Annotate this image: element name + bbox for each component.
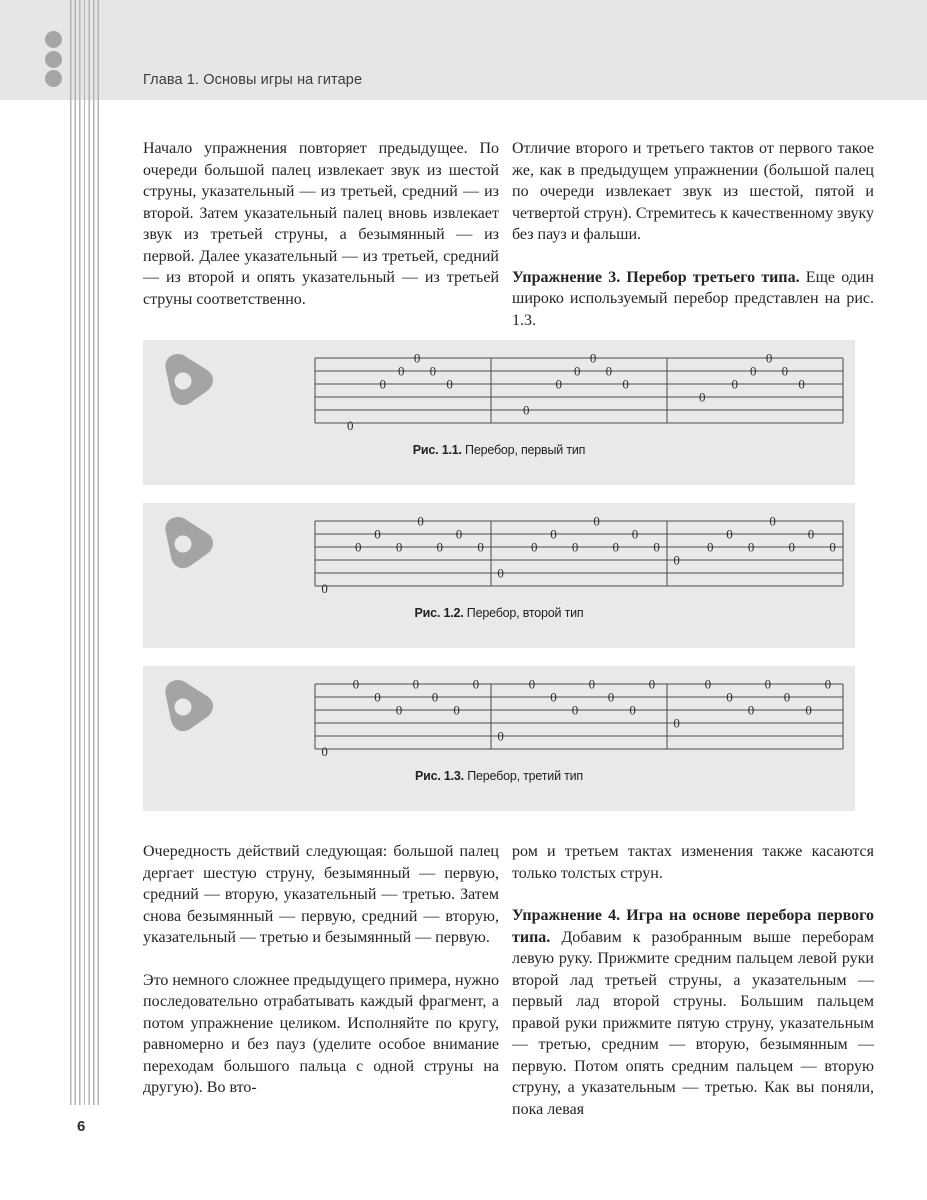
tab-note-open-string: 0 <box>726 689 733 705</box>
guitar-pick-icon <box>165 680 213 731</box>
figure-caption-text: Перебор, первый тип <box>461 443 586 457</box>
margin-stripes-decoration <box>70 0 100 1105</box>
guitar-pick-icon <box>165 517 213 568</box>
paragraph: Это немного сложнее предыдущего примера, нужно последовательно отрабатывать каждый фрагмент, а потом упражнение целиком. Исполняйте по кругу, равномерно и без пауз (уделите особое внимание переходам большого пальца с одной струны на другую). Во вто- <box>143 971 499 1096</box>
tab-note-open-string: 0 <box>781 363 789 379</box>
exercise-4-text: Добавим к разобранным выше переборам левую руку. Прижмите средним пальцем левой руки второй лад третьей струны, а указательным — первый лад второй струны. Большим пальцем правой руки прижмите пятую струну, указательным — третью, средним — вторую, безымянным — первую. Потом опять средним пальцем — вторую струну, а указательным — третью. Как вы поняли, пока левая <box>512 928 874 1118</box>
tab-note-open-string: 0 <box>395 702 403 718</box>
bullet-dot-icon <box>45 70 62 87</box>
chapter-title: Глава 1. Основы игры на гитаре <box>143 72 363 88</box>
paragraph-exercise-4 <box>512 905 874 1120</box>
tab-note-open-string: 0 <box>446 376 453 392</box>
tab-note-open-string: 0 <box>321 581 328 597</box>
tab-note-open-string: 0 <box>528 676 536 692</box>
tab-note-open-string: 0 <box>395 539 403 555</box>
figure-caption-label: Рис. 1.1. <box>412 443 462 457</box>
figure-caption-text: Перебор, второй тип <box>463 606 584 620</box>
tab-note-open-string: 0 <box>807 526 815 542</box>
tab-note-open-string: 0 <box>417 513 424 529</box>
tab-note-open-string: 0 <box>346 418 354 434</box>
tab-note-open-string: 0 <box>477 539 484 555</box>
tab-note-open-string: 0 <box>436 539 444 555</box>
figure-caption <box>143 769 855 783</box>
tab-note-open-string: 0 <box>413 350 421 366</box>
tab-note-open-string: 0 <box>555 376 563 392</box>
bullet-dot-icon <box>45 51 62 68</box>
paragraph: Очередность действий следующая: большой палец дергает шестую струну, безымянный — первую, средний — вторую, указательный — третью. Затем снова безымянный — первую, средний — вторую, указательный — третью и безымянный — первую. <box>143 843 499 946</box>
tab-note-open-string: 0 <box>573 363 581 379</box>
paragraph: ром и третьем тактах изменения также касаются только толстых струн. <box>512 843 874 882</box>
tab-note-open-string: 0 <box>749 363 757 379</box>
tablature-figure-1-3 <box>143 666 855 811</box>
text-column-top-left <box>143 138 499 310</box>
tab-note-open-string: 0 <box>431 689 439 705</box>
tab-note-open-string: 0 <box>805 702 812 718</box>
page-number: 6 <box>77 1118 86 1135</box>
figure-1-1 <box>143 340 855 485</box>
tab-note-open-string: 0 <box>798 376 805 392</box>
tab-note-open-string: 0 <box>726 526 733 542</box>
exercise-4-heading: Упражнение 4. Игра на основе перебора первого типа. <box>512 907 874 946</box>
tab-note-open-string: 0 <box>412 676 420 692</box>
tab-note-open-string: 0 <box>829 539 836 555</box>
tablature-figure-1-1 <box>143 340 855 485</box>
tab-note-open-string: 0 <box>607 689 615 705</box>
tab-note-open-string: 0 <box>352 676 360 692</box>
text-column-bottom-left <box>143 841 499 1099</box>
tab-note-open-string: 0 <box>550 689 557 705</box>
tab-note-open-string: 0 <box>788 539 796 555</box>
tab-note-open-string: 0 <box>704 676 712 692</box>
tab-note-open-string: 0 <box>374 526 381 542</box>
tab-note-open-string: 0 <box>629 702 636 718</box>
tab-note-open-string: 0 <box>550 526 557 542</box>
tablature-figure-1-2 <box>143 503 855 648</box>
guitar-pick-icon <box>165 354 213 405</box>
bullet-dot-icon <box>45 31 62 48</box>
tab-note-open-string: 0 <box>765 350 773 366</box>
figure-caption-text: Перебор, третий тип <box>463 769 584 783</box>
tab-note-open-string: 0 <box>571 539 579 555</box>
tab-note-open-string: 0 <box>622 376 629 392</box>
tab-note-open-string: 0 <box>497 728 504 744</box>
figure-caption <box>143 606 855 620</box>
text-column-bottom-right <box>512 841 874 1120</box>
paragraph: Начало упражнения повторяет предыдущее. По очереди большой палец извлекает звук из шестой струны, указательный — из третьей, средний — из второй. Затем указательный палец вновь извлекает звук из третьей струны, а безымянный — из первой. Далее указательный — из третьей, средний — из второй и опять указательный — из третьей струны соответственно. <box>143 140 499 308</box>
tab-note-open-string: 0 <box>355 539 362 555</box>
tab-note-open-string: 0 <box>769 513 776 529</box>
text-column-top-right <box>512 138 874 331</box>
tab-note-open-string: 0 <box>653 539 660 555</box>
tab-note-open-string: 0 <box>588 676 596 692</box>
tab-note-open-string: 0 <box>589 350 597 366</box>
tab-note-open-string: 0 <box>453 702 460 718</box>
tab-note-open-string: 0 <box>497 565 504 581</box>
figure-1-2 <box>143 503 855 648</box>
tab-note-open-string: 0 <box>631 526 639 542</box>
figure-caption-label: Рис. 1.3. <box>414 769 464 783</box>
paragraph-exercise-3 <box>512 267 874 332</box>
tab-note-open-string: 0 <box>698 389 706 405</box>
tab-note-open-string: 0 <box>747 702 755 718</box>
tab-note-open-string: 0 <box>429 363 437 379</box>
figure-caption <box>143 443 855 457</box>
exercise-3-heading: Упражнение 3. Перебор третьего типа. <box>512 268 800 286</box>
tab-note-open-string: 0 <box>731 376 739 392</box>
tab-note-open-string: 0 <box>648 676 656 692</box>
tab-note-open-string: 0 <box>612 539 620 555</box>
figure-1-3 <box>143 666 855 811</box>
tab-note-open-string: 0 <box>379 376 387 392</box>
tab-note-open-string: 0 <box>593 513 600 529</box>
tab-note-open-string: 0 <box>783 689 791 705</box>
tab-note-open-string: 0 <box>522 402 530 418</box>
tab-note-open-string: 0 <box>707 539 714 555</box>
tab-note-open-string: 0 <box>321 744 328 760</box>
tab-note-open-string: 0 <box>571 702 579 718</box>
tab-note-open-string: 0 <box>374 689 381 705</box>
tab-note-open-string: 0 <box>397 363 405 379</box>
tab-note-open-string: 0 <box>673 552 680 568</box>
tab-note-open-string: 0 <box>764 676 772 692</box>
tab-note-open-string: 0 <box>531 539 538 555</box>
tab-note-open-string: 0 <box>605 363 613 379</box>
tab-note-open-string: 0 <box>455 526 463 542</box>
tab-note-open-string: 0 <box>472 676 480 692</box>
tab-note-open-string: 0 <box>824 676 832 692</box>
tab-note-open-string: 0 <box>673 715 680 731</box>
exercise-3-text: Еще один широко используемый перебор представлен на рис. 1.3. <box>512 268 874 329</box>
chapter-header-band <box>0 0 927 100</box>
paragraph: Отличие второго и третьего тактов от первого такое же, как в предыдущем упражнении (большой палец по очереди извлекает звук из шестой, пятой и четвертой струн). Стремитесь к качественному звуку без пауз и фальши. <box>512 140 874 243</box>
tab-note-open-string: 0 <box>747 539 755 555</box>
figure-caption-label: Рис. 1.2. <box>414 606 464 620</box>
